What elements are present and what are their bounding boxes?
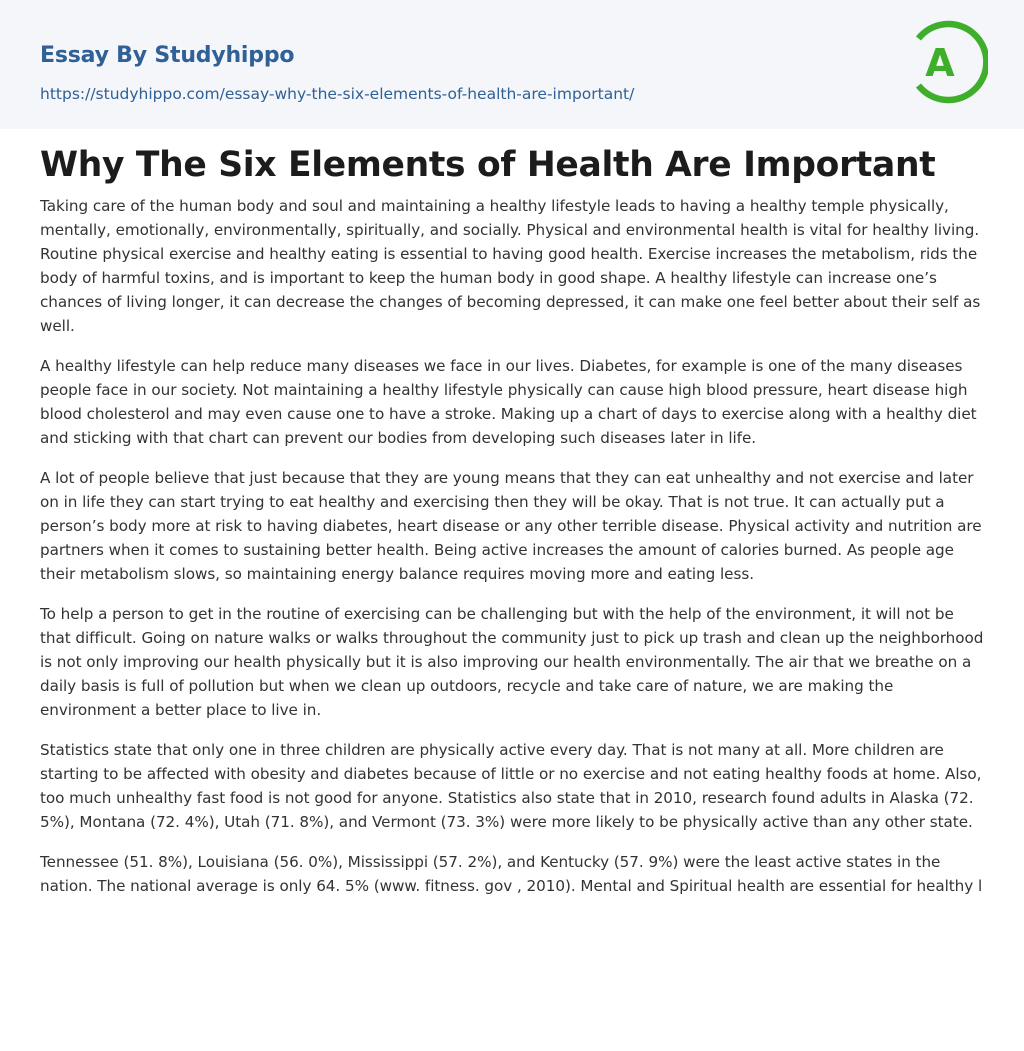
studyhippo-logo-icon[interactable]	[910, 18, 988, 106]
essay-paragraph: A healthy lifestyle can help reduce many diseases we face in our lives. Diabetes, for example is one of the many diseases people face in our society. Not maintaining a healthy lifestyle physically can cause high blood pressure, heart disease high blood cholesterol and may even cause one to have a stroke. Making up a chart of days to exercise along with a healthy diet and sticking with that chart can prevent our bodies from developing such diseases later in life.	[40, 357, 977, 447]
essay-paragraph: Taking care of the human body and soul and maintaining a healthy lifestyle leads to having a healthy temple physically, mentally, emotionally, environmentally, spiritually, and socially. Physical and environmental health is vital for healthy living. Routine physical exercise and healthy eating is essential to having good health. Exercise increases the metabolism, rids the body of harmful toxins, and is important to keep the human body in good shape. A healthy lifestyle can increase one’s chances of living longer, it can decrease the changes of becoming depressed, it can make one feel better about their self as well.	[40, 197, 981, 335]
essay-body	[40, 194, 985, 914]
logo-letter: A	[925, 41, 955, 85]
essay-paragraph: Statistics state that only one in three children are physically active every day. That is not many at all. More children are starting to be affected with obesity and diabetes because of little or no exercise and not eating healthy foods at home. Also, too much unhealthy fast food is not good for anyone. Statistics also state that in 2010, research found adults in Alaska (72. 5%), Montana (72. 4%), Utah (71. 8%), and Vermont (73. 3%) were more likely to be physically active than any other state.	[40, 741, 982, 831]
essay-paragraph: To help a person to get in the routine of exercising can be challenging but with the help of the environment, it will not be that difficult. Going on nature walks or walks throughout the community just to pick up trash and clean up the neighborhood is not only improving our health physically but it is also improving our health environmentally. The air that we breathe on a daily basis is full of pollution but when we clean up outdoors, recycle and take care of nature, we are making the environment a better place to live in.	[40, 605, 984, 719]
essay-url-link[interactable]: https://studyhippo.com/essay-why-the-six-elements-of-health-are-important/	[40, 85, 635, 103]
essay-paragraph: Tennessee (51. 8%), Louisiana (56. 0%), Mississippi (57. 2%), and Kentucky (57. 9%) were the least active states in the nation. The national average is only 64. 5% (www. fitness. gov , 2010). Mental and Spiritual health are essential for healthy l	[40, 853, 983, 895]
essay-paragraph: A lot of people believe that just because that they are young means that they can eat unhealthy and not exercise and later on in life they can start trying to eat healthy and exercising then they will be okay. That is not true. It can actually put a person’s body more at risk to having diabetes, heart disease or any other terrible disease. Physical activity and nutrition are partners when it comes to sustaining better health. Being active increases the amount of calories burned. As people age their metabolism slows, so maintaining energy balance requires moving more and eating less.	[40, 469, 982, 583]
essay-title: Why The Six Elements of Health Are Important	[40, 145, 936, 185]
site-brand[interactable]: Essay By Studyhippo	[40, 43, 295, 68]
site-header	[0, 0, 1024, 129]
